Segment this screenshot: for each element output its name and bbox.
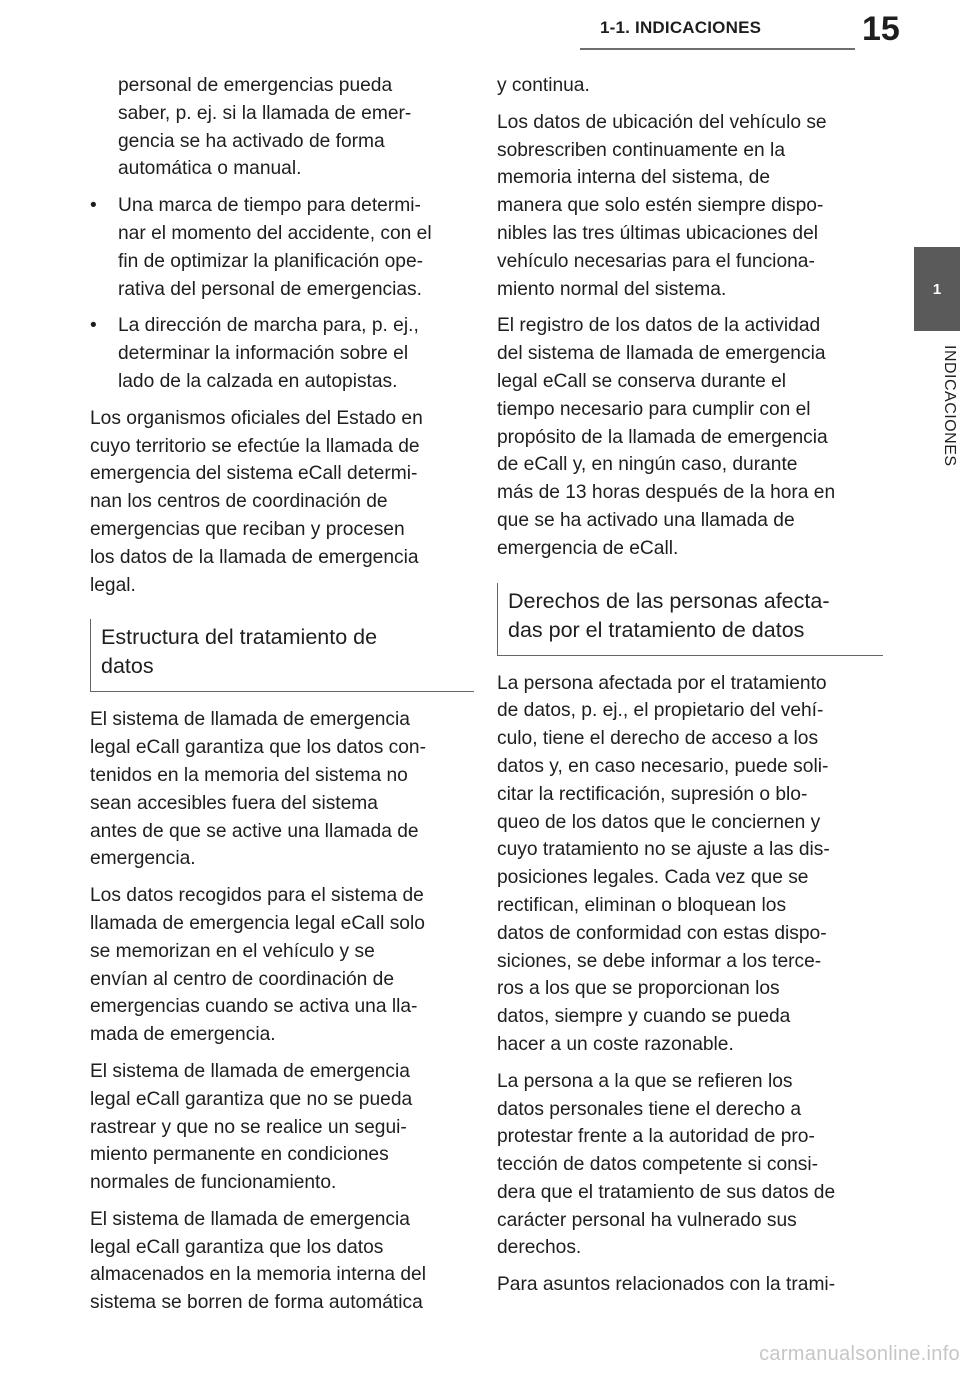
text-line: manera que solo estén siempre dispo- xyxy=(497,195,824,217)
text-line: Derechos de las personas afecta- xyxy=(508,588,830,613)
text-line: nar el momento del accidente, con el xyxy=(118,222,432,244)
text-line: envían al centro de coordinación de xyxy=(90,968,395,990)
text-line: gencia se ha activado de forma xyxy=(118,130,385,152)
chapter-number: 1 xyxy=(932,280,942,298)
text-line: normales de funcionamiento. xyxy=(90,1172,337,1194)
text-line: personal de emergencias pueda xyxy=(118,75,393,96)
text-line: lado de la calzada en autopistas. xyxy=(118,370,398,392)
continued-paragraph xyxy=(90,72,468,183)
text-line: datos, siempre y cuando se pueda xyxy=(497,1006,791,1028)
text-line: vehículo necesarias para el funciona- xyxy=(497,250,815,272)
text-line: tiempo necesario para cumplir con el xyxy=(497,398,811,420)
text-line: legal eCall garantiza que los datos xyxy=(90,1236,384,1258)
text-line: protestar frente a la autoridad de pro- xyxy=(497,1126,815,1148)
text-line: siciones, se debe informar a los terce- xyxy=(497,950,822,972)
text-line: El sistema de llamada de emergencia xyxy=(90,1060,410,1082)
section-heading xyxy=(90,619,474,692)
paragraph xyxy=(497,1271,875,1299)
text-line: más de 13 horas después de la hora en xyxy=(497,482,836,504)
text-line: rectifican, eliminan o bloquean los xyxy=(497,894,787,916)
bullet-text xyxy=(118,195,432,299)
text-line: rastrear y que no se realice un segui- xyxy=(90,1116,407,1138)
text-line: El sistema de llamada de emergencia xyxy=(90,709,410,731)
text-line: que se ha activado una llamada de xyxy=(497,509,795,531)
text-line: nibles las tres últimas ubicaciones del xyxy=(497,222,819,244)
text-line: legal eCall se conserva durante el xyxy=(497,370,787,392)
paragraph xyxy=(90,882,468,1049)
text-line: La persona a la que se refieren los xyxy=(497,1070,793,1092)
text-line: fin de optimizar la planificación ope- xyxy=(118,250,424,272)
continued-paragraph xyxy=(497,72,875,100)
text-line: datos xyxy=(101,654,154,679)
text-line: citar la rectificación, supresión o blo- xyxy=(497,783,808,805)
text-line: Los datos recogidos para el sistema de xyxy=(90,885,424,907)
text-line: emergencia. xyxy=(90,848,196,870)
text-line: rativa del personal de emergencias. xyxy=(118,278,422,300)
text-line: El sistema de llamada de emergencia xyxy=(90,1208,410,1230)
chapter-label: INDICACIONES xyxy=(941,345,958,467)
text-line: se memorizan en el vehículo y se xyxy=(90,940,375,962)
text-line: Estructura del tratamiento de xyxy=(101,625,378,650)
paragraph xyxy=(497,670,875,1059)
bullet-marker: • xyxy=(90,195,97,217)
bullet-marker: • xyxy=(90,315,97,337)
header-section-title: 1-1. INDICACIONES xyxy=(600,18,762,37)
text-line: culo, tiene el derecho de acceso a los xyxy=(497,728,819,750)
text-line: emergencia de eCall. xyxy=(497,537,679,559)
paragraph xyxy=(90,706,468,873)
text-line: propósito de la llamada de emergencia xyxy=(497,426,828,448)
left-column xyxy=(90,72,468,1326)
bullet-text xyxy=(118,315,419,392)
text-line: llamada de emergencia legal eCall solo xyxy=(90,912,425,934)
text-line: ros a los que se proporcionan los xyxy=(497,978,780,1000)
text-line: los datos de la llamada de emergencia xyxy=(90,546,419,568)
text-line: sean accesibles fuera del sistema xyxy=(90,792,378,814)
text-line: legal eCall garantiza que los datos con- xyxy=(90,737,426,759)
bullet-item xyxy=(90,192,468,303)
text-line: Para asuntos relacionados con la trami- xyxy=(497,1274,836,1296)
text-line: posiciones legales. Cada vez que se xyxy=(497,867,809,889)
watermark: carmanualsonline.info xyxy=(759,1343,960,1365)
text-line: emergencias que reciban y procesen xyxy=(90,518,405,540)
text-line: antes de que se active una llamada de xyxy=(90,820,419,842)
text-line: miento normal del sistema. xyxy=(497,278,727,300)
bullet-item xyxy=(90,312,468,395)
text-line: sobrescriben continuamente en la xyxy=(497,139,785,161)
page-number: 15 xyxy=(862,10,900,48)
text-line: derechos. xyxy=(497,1237,582,1259)
text-line: datos de conformidad con estas dispo- xyxy=(497,922,827,944)
paragraph xyxy=(497,109,875,304)
header-rule xyxy=(580,48,855,50)
chapter-tab xyxy=(914,247,960,331)
text-line: das por el tratamiento de datos xyxy=(508,617,805,642)
text-line: del sistema de llamada de emergencia xyxy=(497,343,826,365)
text-line: de eCall y, en ningún caso, durante xyxy=(497,454,798,476)
text-line: Los organismos oficiales del Estado en xyxy=(90,407,423,429)
text-line: tenidos en la memoria del sistema no xyxy=(90,764,408,786)
paragraph xyxy=(90,1206,468,1317)
text-line: Una marca de tiempo para determi- xyxy=(118,195,421,217)
text-line: memoria interna del sistema, de xyxy=(497,167,771,189)
text-line: y continua. xyxy=(497,75,590,96)
text-line: legal eCall garantiza que no se pueda xyxy=(90,1088,413,1110)
paragraph xyxy=(90,405,468,600)
paragraph xyxy=(90,1058,468,1197)
text-line: emergencia del sistema eCall determi- xyxy=(90,463,418,485)
text-line: almacenados en la memoria interna del xyxy=(90,1264,426,1286)
text-line: El registro de los datos de la actividad xyxy=(497,315,821,337)
text-line: mada de emergencia. xyxy=(90,1024,276,1046)
text-line: de datos, p. ej., el propietario del vehí- xyxy=(497,700,824,722)
text-line: sistema se borren de forma automática xyxy=(90,1292,423,1314)
text-line: emergencias cuando se activa una lla- xyxy=(90,996,418,1018)
text-line: hacer a un coste razonable. xyxy=(497,1033,734,1055)
text-line: tección de datos competente si consi- xyxy=(497,1154,819,1176)
text-line: La dirección de marcha para, p. ej., xyxy=(118,315,419,337)
text-line: datos y, en caso necesario, puede soli- xyxy=(497,755,829,777)
text-line: Los datos de ubicación del vehículo se xyxy=(497,111,827,133)
section-heading xyxy=(497,583,883,656)
text-line: queo de los datos que le conciernen y xyxy=(497,811,821,833)
text-line: miento permanente en condiciones xyxy=(90,1144,389,1166)
text-line: La persona afectada por el tratamiento xyxy=(497,672,827,694)
text-line: saber, p. ej. si la llamada de emer- xyxy=(118,102,412,124)
text-line: cuyo tratamiento no se ajuste a las dis- xyxy=(497,839,830,861)
paragraph xyxy=(497,312,875,562)
right-column xyxy=(497,72,875,1308)
text-line: dera que el tratamiento de sus datos de xyxy=(497,1181,836,1203)
paragraph xyxy=(497,1068,875,1263)
text-line: datos personales tiene el derecho a xyxy=(497,1098,802,1120)
text-line: automática o manual. xyxy=(118,158,302,180)
text-line: legal. xyxy=(90,574,136,596)
text-line: carácter personal ha vulnerado sus xyxy=(497,1209,797,1231)
text-line: determinar la información sobre el xyxy=(118,343,409,365)
text-line: nan los centros de coordinación de xyxy=(90,491,388,513)
text-line: cuyo territorio se efectúe la llamada de xyxy=(90,435,420,457)
